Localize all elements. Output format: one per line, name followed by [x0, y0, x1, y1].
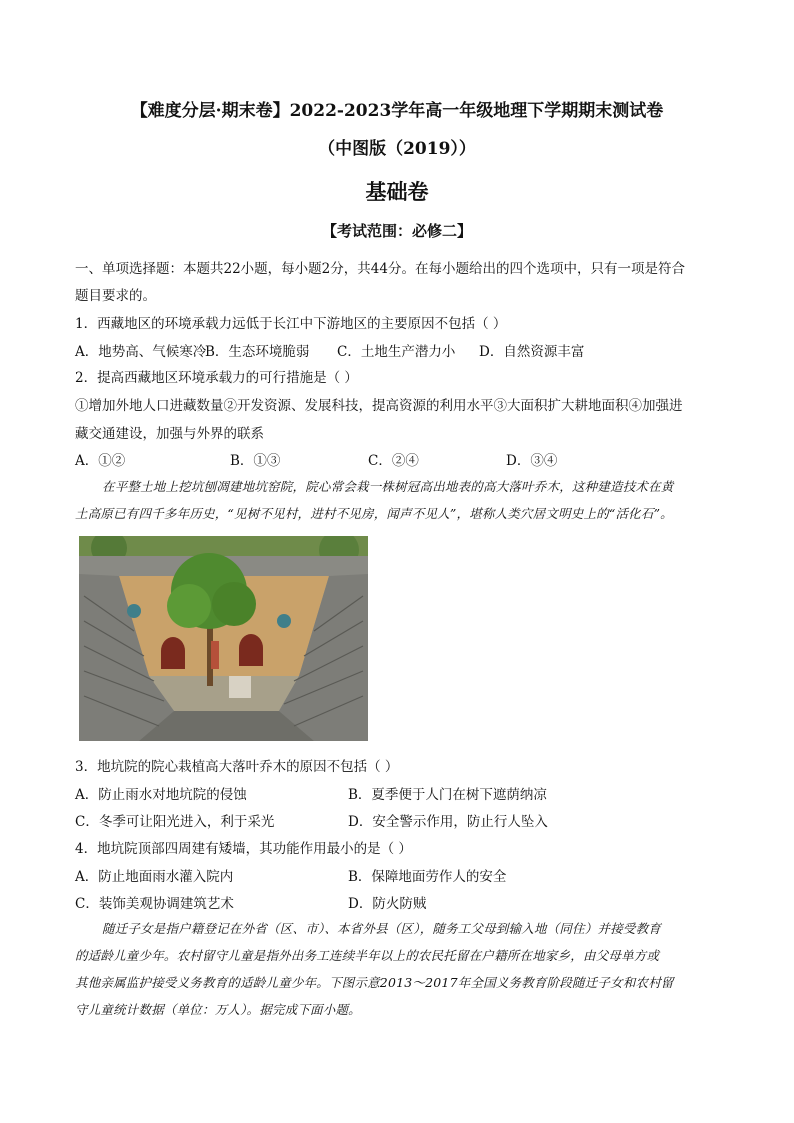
q3-option-d: D．安全警示作用，防止行人坠入: [348, 814, 548, 830]
question-3-options-row2: [75, 810, 548, 830]
q4-option-d: D．防火防贼: [348, 896, 427, 912]
question-2-stem: 2．提高西藏地区环境承载力的可行措施是（ ）: [75, 370, 358, 386]
passage-children-cont2: 其他亲属监护接受义务教育的适龄儿童少年。下图示意2013～2017年全国义务教育阶段随迁子女和农村留: [75, 975, 674, 990]
q1-option-d: D．自然资源丰富: [479, 344, 585, 360]
exam-scope: 【考试范围：必修二】: [321, 222, 472, 240]
q4-option-a: A．防止地面雨水灌入院内: [75, 869, 234, 885]
passage-dikengyuan: 在平整土地上挖坑刨凋建地坑窑院，院心常会栽一株树冠高出地表的高大落叶乔木，这种建造技术在黄: [102, 479, 674, 494]
question-2-statements-cont: 藏交通建设，加强与外界的联系: [75, 426, 264, 442]
question-1-stem: 1．西藏地区的环境承载力远低于长江中下游地区的主要原因不包括（ ）: [75, 316, 507, 332]
question-3-stem: 3．地坑院的院心栽植高大落叶乔木的原因不包括（ ）: [75, 759, 399, 775]
q1-option-b: B．生态环境脆弱: [205, 344, 310, 360]
question-4-options-row2: [75, 892, 426, 912]
question-2-options: [75, 449, 557, 469]
question-3-options-row1: [75, 783, 547, 803]
section-intro-cont: 题目要求的。: [75, 288, 156, 304]
q1-option-a: A．地势高、气候寒冷: [75, 344, 207, 360]
passage-children-cont3: 守儿童统计数据（单位：万人）。据完成下面小题。: [75, 1002, 361, 1017]
exam-title: 【难度分层·期末卷】2022-2023学年高一年级地理下学期期末测试卷: [130, 101, 664, 121]
courtyard-image: [79, 536, 368, 741]
q2-option-c: C．②④: [368, 453, 419, 469]
q2-option-d: D．③④: [506, 453, 558, 469]
section-intro: 一、单项选择题：本题共22小题，每小题2分，共44分。在每小题给出的四个选项中，只有一项是符合: [75, 261, 685, 277]
exam-edition: （中图版（2019））: [318, 139, 476, 159]
q3-option-b: B．夏季便于人门在树下遮荫纳凉: [348, 787, 547, 803]
question-1-options: [75, 340, 584, 360]
question-4-options-row1: [75, 865, 506, 885]
passage-children: 随迁子女是指户籍登记在外省（区、市）、本省外县（区），随务工父母到输入地（同住）并接受教育: [102, 921, 662, 936]
q2-option-b: B．①③: [230, 453, 281, 469]
q4-option-b: B．保障地面劳作人的安全: [348, 869, 507, 885]
q4-option-c: C．装饰美观协调建筑艺术: [75, 896, 234, 912]
exam-level: 基础卷: [365, 179, 429, 204]
question-2-statements: ①增加外地人口进藏数量②开发资源、发展科技，提高资源的利用水平③大面积扩大耕地面积④加强进: [75, 398, 683, 414]
dikengyuan-photo: [79, 536, 368, 741]
q3-option-a: A．防止雨水对地坑院的侵蚀: [75, 787, 247, 803]
passage-children-cont1: 的适龄儿童少年。农村留守儿童是指外出务工连续半年以上的农民托留在户籍所在地家乡，由父母单方或: [75, 948, 660, 963]
passage-dikengyuan-cont: 土高原已有四千多年历史，“见树不见村，进村不见房，闻声不见人”，堪称人类穴居文明史上的“活化石”。: [75, 506, 673, 521]
question-4-stem: 4．地坑院顶部四周建有矮墙，其功能作用最小的是（ ）: [75, 841, 412, 857]
q1-option-c: C．土地生产潜力小: [337, 344, 456, 360]
q3-option-c: C．冬季可让阳光进入，利于采光: [75, 814, 275, 830]
q2-option-a: A．①②: [75, 453, 126, 469]
